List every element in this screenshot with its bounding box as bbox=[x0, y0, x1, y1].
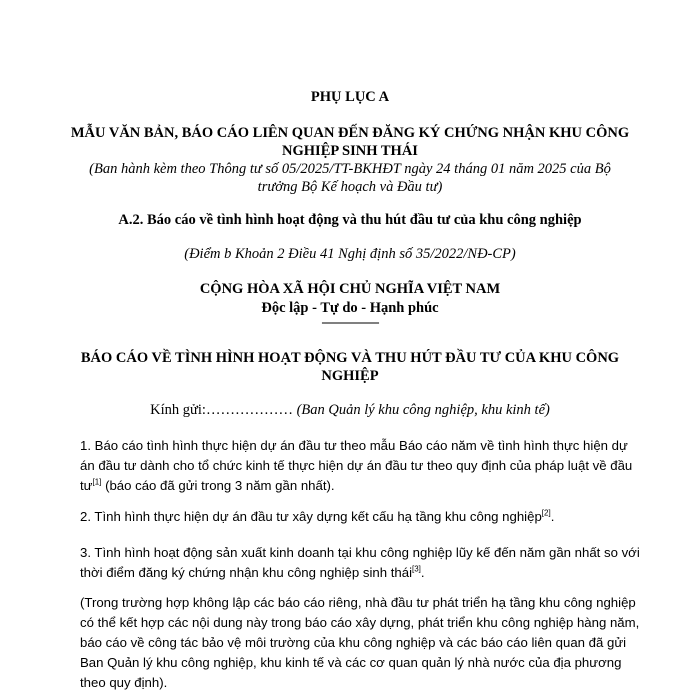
form-title: MẪU VĂN BẢN, BÁO CÁO LIÊN QUAN ĐẾN ĐĂNG KÝ CHỨNG NHẬN KHU CÔNG NGHIỆP SINH THÁI bbox=[70, 125, 630, 159]
report-title: BÁO CÁO VỀ TÌNH HÌNH HOẠT ĐỘNG VÀ THU HÚT ĐẦU TƯ CỦA KHU CÔNG NGHIỆP bbox=[80, 350, 620, 384]
footnote-ref-1[interactable]: [1] bbox=[92, 477, 102, 487]
footnote-ref-2[interactable]: [2] bbox=[541, 508, 551, 518]
recipient-blank: ……………… bbox=[205, 402, 293, 418]
recipient-line bbox=[0, 402, 700, 419]
issuance-note: (Ban hành kèm theo Thông tư số 05/2025/TT-BKHĐT ngày 24 tháng 01 năm 2025 của Bộ trưởng Bộ Kế hoạch và Đầu tư) bbox=[89, 161, 611, 195]
legal-basis: (Điểm b Khoản 2 Điều 41 Nghị định số 35/2022/NĐ-CP) bbox=[184, 246, 516, 262]
paragraph-1 bbox=[80, 436, 640, 496]
appendix-heading: PHỤ LỤC A bbox=[310, 89, 390, 105]
section-title: A.2. Báo cáo về tình hình hoạt động và thu hút đầu tư của khu công nghiệp bbox=[118, 212, 582, 228]
footnote-ref-3[interactable]: [3] bbox=[412, 564, 421, 574]
recipient-label: Kính gửi: bbox=[150, 402, 206, 418]
paragraph-2 bbox=[80, 507, 640, 527]
national-title: CỘNG HÒA XÃ HỘI CHỦ NGHĨA VIỆT NAM bbox=[199, 281, 501, 297]
paragraph-2-tail: . bbox=[550, 509, 555, 524]
paragraph-3-text: 3. Tình hình hoạt động sản xuất kinh doanh tại khu công nghiệp lũy kế đến năm gần nhất so với thời điểm đăng ký chứng nhận khu công nghiệp sinh thái bbox=[80, 545, 640, 580]
divider-line: ------------------- bbox=[321, 315, 379, 329]
paragraph-1-text: 1. Báo cáo tình hình thực hiện dự án đầu tư theo mẫu Báo cáo năm về tình hình thực hiện dự án đầu tư dành cho tổ chức kinh tế thực hiện dự án đầu tư theo quy định của pháp luật về đầu tư bbox=[80, 438, 633, 493]
national-motto: Độc lập - Tự do - Hạnh phúc bbox=[261, 300, 439, 316]
recipient-note: (Ban Quản lý khu công nghiệp, khu kinh tế) bbox=[296, 402, 550, 418]
paragraph-4-text: (Trong trường hợp không lập các báo cáo riêng, nhà đầu tư phát triển hạ tầng khu công nghiệp có thể kết hợp các nội dung này trong báo cáo xây dựng, phát triển khu công nghiệp hàng năm, báo cáo về công tác bảo vệ môi trường của khu công nghiệp và các báo cáo liên quan đã gửi Ban Quản lý khu công nghiệp, khu kinh tế và các cơ quan quản lý nhà nước của địa phương theo quy định). bbox=[80, 595, 640, 690]
paragraph-1-tail: (báo cáo đã gửi trong 3 năm gần nhất). bbox=[101, 478, 335, 493]
paragraph-2-text: 2. Tình hình thực hiện dự án đầu tư xây dựng kết cấu hạ tầng khu công nghiệp bbox=[80, 509, 542, 524]
paragraph-3 bbox=[80, 543, 640, 583]
paragraph-3-tail: . bbox=[420, 565, 425, 580]
paragraph-4 bbox=[80, 593, 640, 693]
